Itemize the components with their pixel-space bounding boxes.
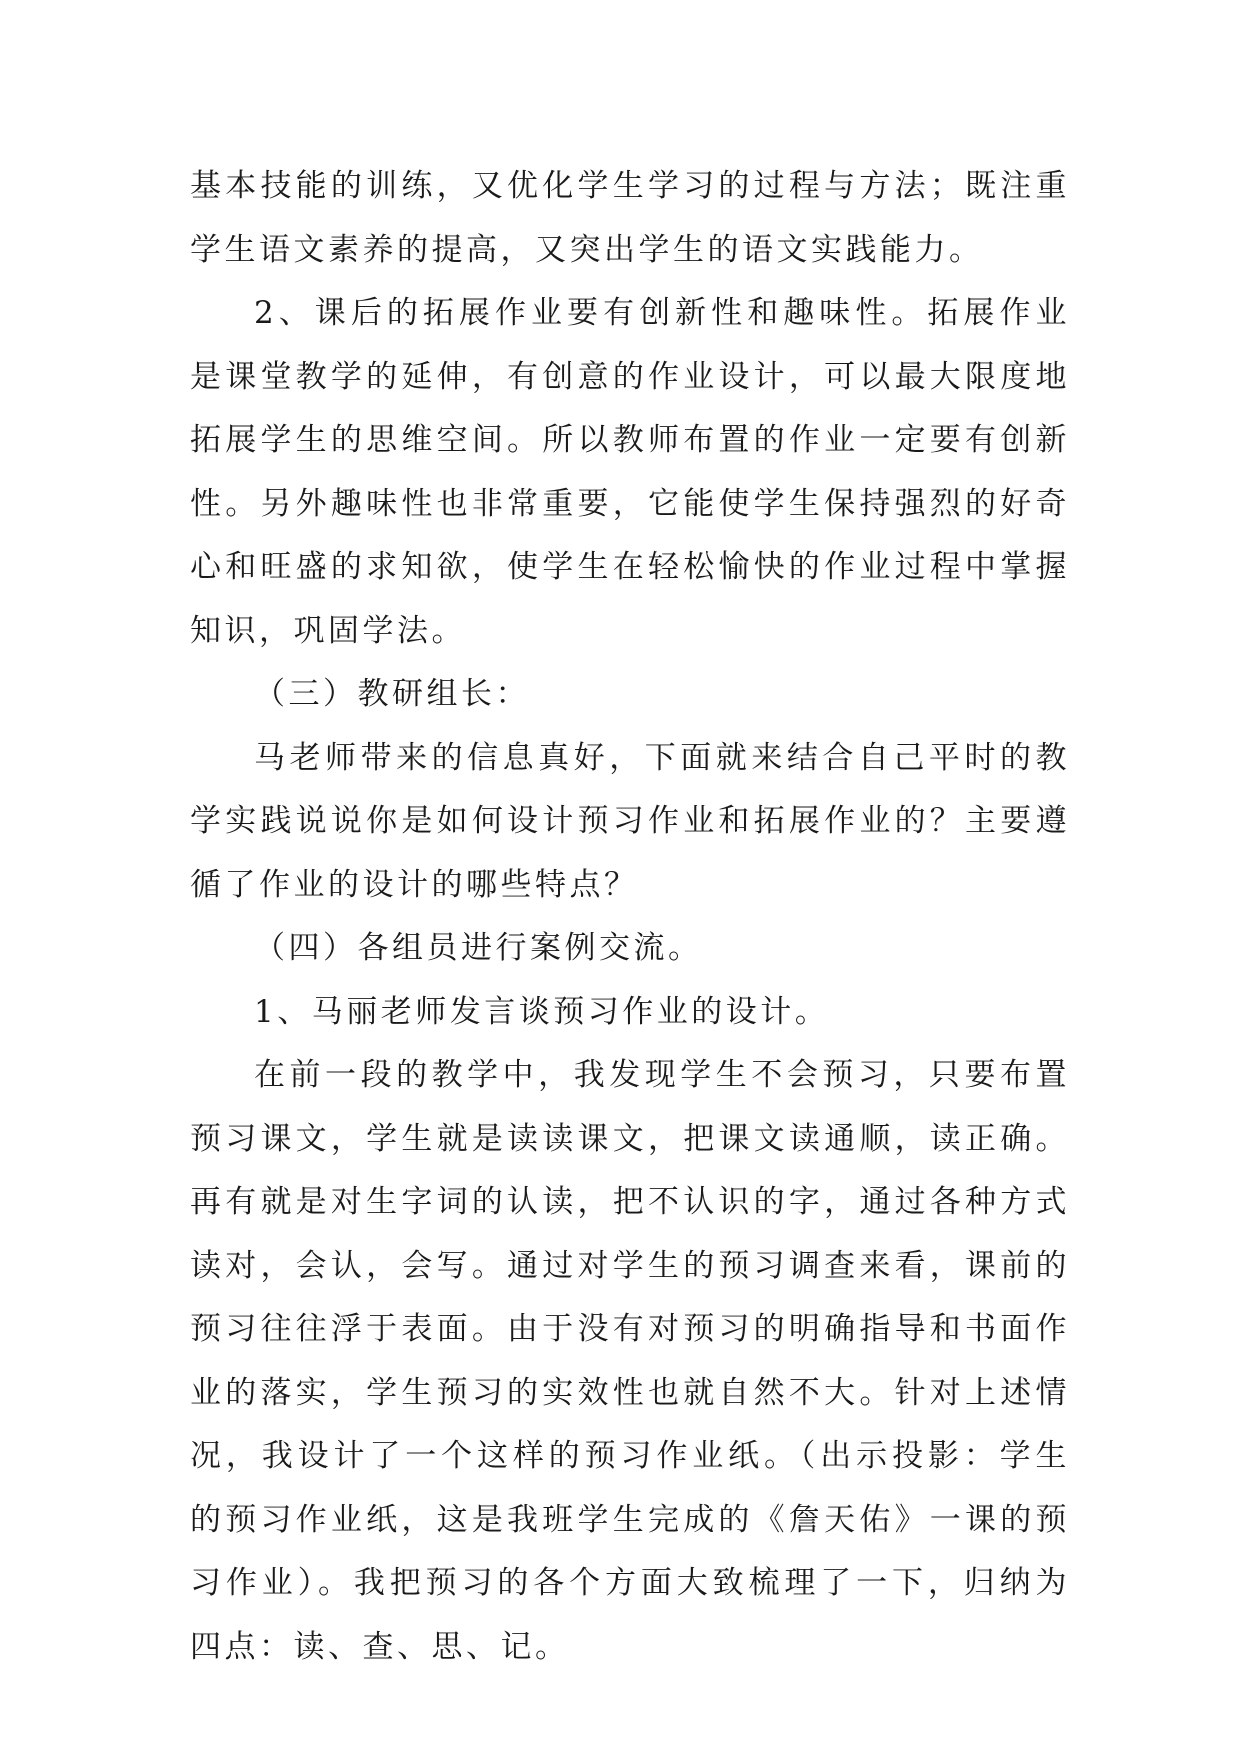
paragraph-preview-homework-design: 在前一段的教学中，我发现学生不会预习，只要布置预习课文，学生就是读读课文，把课文读通顺，读正确。再有就是对生字词的认读，把不认识的字，通过各种方式读对，会认，会写。通过对学生的预习调查来看，课前的预习往往浮于表面。由于没有对预习的明确指导和书面作业的落实，学生预习的实效性也就自然不大。针对上述情况，我设计了一个这样的预习作业纸。（出示投影：学生的预习作业纸，这是我班学生完成的《詹天佑》一课的预习作业）。我把预习的各个方面大致梳理了一下，归纳为四点：读、查、思、记。 <box>190 1057 1070 1665</box>
paragraph-leader-remarks: 马老师带来的信息真好，下面就来结合自己平时的教学实践说说你是如何设计预习作业和拓展作业的？主要遵循了作业的设计的哪些特点？ <box>190 739 1070 903</box>
section-heading-research-leader: （三）教研组长： <box>254 676 530 712</box>
paragraph-extension-homework: 2、课后的拓展作业要有创新性和趣味性。拓展作业是课堂教学的延伸，有创意的作业设计，可以最大限度地拓展学生的思维空间。所以教师布置的作业一定要有创新性。另外趣味性也非常重要，它能使学生保持强烈的好奇心和旺盛的求知欲，使学生在轻松愉快的作业过程中掌握知识，巩固学法。 <box>190 295 1070 649</box>
paragraph-continuation: 基本技能的训练，又优化学生学习的过程与方法；既注重学生语文素养的提高，又突出学生的语文实践能力。 <box>190 168 1070 268</box>
section-heading-case-exchange: （四）各组员进行案例交流。 <box>254 930 703 966</box>
paragraph-ma-li-speech-title: 1、马丽老师发言谈预习作业的设计。 <box>254 993 830 1030</box>
document-body <box>190 155 1070 1679</box>
